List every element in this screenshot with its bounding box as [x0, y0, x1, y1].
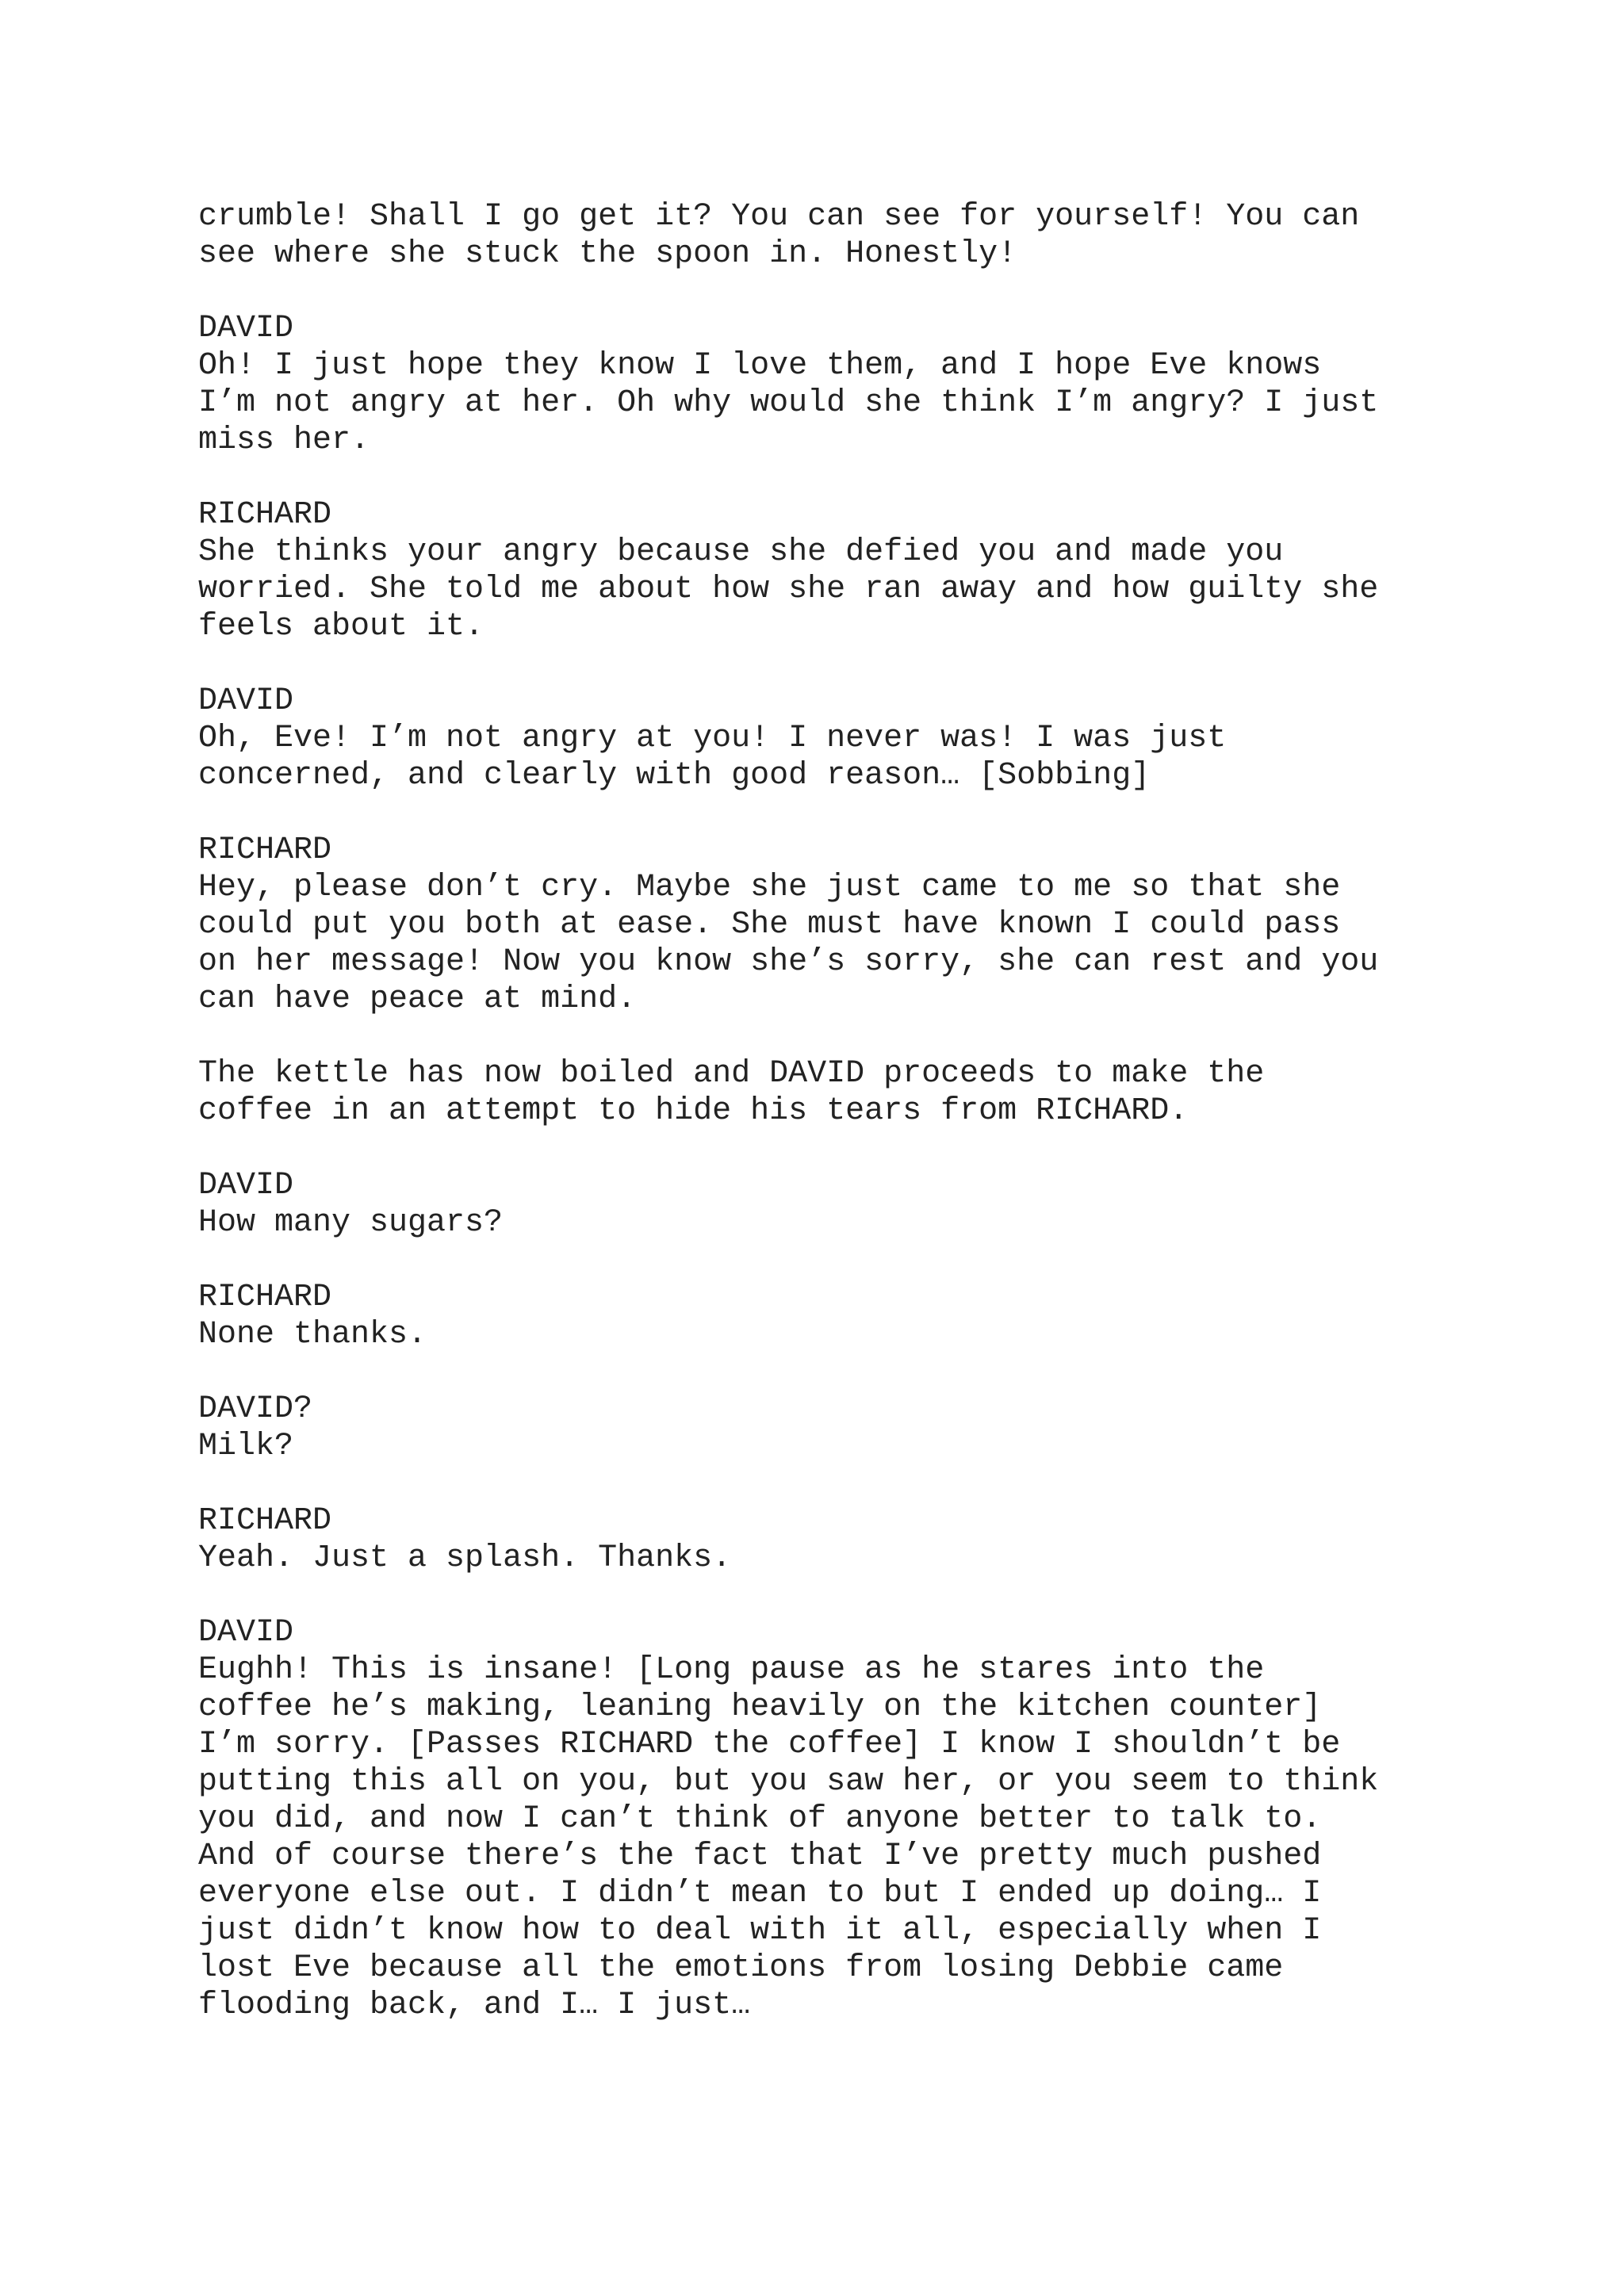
dialogue-line: Yeah. Just a splash. Thanks.	[198, 1540, 732, 1576]
stage-direction	[198, 1055, 1546, 1130]
dialogue-line: coffee he’s making, leaning heavily on the kitchen counter]	[198, 1689, 1322, 1725]
dialogue-line: could put you both at ease. She must have known I could pass	[198, 907, 1341, 943]
dialogue-block	[198, 1167, 1546, 1242]
dialogue-line: I’m not angry at her. Oh why would she think I’m angry? I just	[198, 385, 1379, 421]
script-continuation	[198, 198, 1546, 273]
speaker-name: DAVID?	[198, 1391, 313, 1427]
dialogue-block	[198, 1502, 1546, 1577]
dialogue-block	[198, 310, 1546, 459]
dialogue-block	[198, 496, 1546, 645]
dialogue-block	[198, 683, 1546, 794]
speaker-name: RICHARD	[198, 1280, 332, 1315]
direction-line: coffee in an attempt to hide his tears from RICHARD.	[198, 1093, 1189, 1129]
dialogue-block	[198, 1391, 1546, 1465]
dialogue-line: can have peace at mind.	[198, 982, 637, 1017]
dialogue-line: concerned, and clearly with good reason… [Sobbing]	[198, 758, 1151, 794]
dialogue-block	[198, 1279, 1546, 1353]
script-line: crumble! Shall I go get it? You can see for yourself! You can	[198, 199, 1360, 235]
dialogue-line: Eughh! This is insane! [Long pause as he stares into the	[198, 1652, 1265, 1688]
speaker-name: RICHARD	[198, 497, 332, 533]
speaker-name: DAVID	[198, 311, 294, 346]
dialogue-line: Milk?	[198, 1429, 294, 1464]
dialogue-line: everyone else out. I didn’t mean to but I ended up doing… I	[198, 1876, 1322, 1911]
dialogue-block	[198, 1614, 1546, 2024]
dialogue-line: I’m sorry. [Passes RICHARD the coffee] I know I shouldn’t be	[198, 1727, 1341, 1762]
dialogue-line: Oh! I just hope they know I love them, and I hope Eve knows	[198, 348, 1322, 384]
dialogue-line: She thinks your angry because she defied you and made you	[198, 534, 1284, 570]
direction-line: The kettle has now boiled and DAVID proceeds to make the	[198, 1056, 1265, 1092]
speaker-name: DAVID	[198, 1168, 294, 1203]
dialogue-line: miss her.	[198, 423, 370, 458]
dialogue-line: And of course there’s the fact that I’ve pretty much pushed	[198, 1839, 1322, 1874]
dialogue-line: Hey, please don’t cry. Maybe she just came to me so that she	[198, 870, 1341, 905]
dialogue-line: lost Eve because all the emotions from losing Debbie came	[198, 1950, 1284, 1986]
dialogue-line: just didn’t know how to deal with it all, especially when I	[198, 1913, 1322, 1949]
speaker-name: DAVID	[198, 1615, 294, 1651]
script-line: see where she stuck the spoon in. Honestly!	[198, 236, 1017, 272]
dialogue-line: you did, and now I can’t think of anyone better to talk to.	[198, 1801, 1322, 1837]
dialogue-line: feels about it.	[198, 609, 485, 645]
speaker-name: RICHARD	[198, 832, 332, 868]
speaker-name: RICHARD	[198, 1503, 332, 1539]
dialogue-line: Oh, Eve! I’m not angry at you! I never was! I was just	[198, 721, 1227, 756]
dialogue-line: None thanks.	[198, 1317, 427, 1353]
dialogue-line: putting this all on you, but you saw her, or you seem to think	[198, 1764, 1379, 1800]
dialogue-line: How many sugars?	[198, 1205, 504, 1241]
dialogue-line: flooding back, and I… I just…	[198, 1988, 751, 2023]
speaker-name: DAVID	[198, 683, 294, 719]
dialogue-line: worried. She told me about how she ran away and how guilty she	[198, 572, 1379, 607]
dialogue-line: on her message! Now you know she’s sorry, she can rest and you	[198, 944, 1379, 980]
dialogue-block	[198, 832, 1546, 1018]
script-page	[198, 198, 1546, 2061]
